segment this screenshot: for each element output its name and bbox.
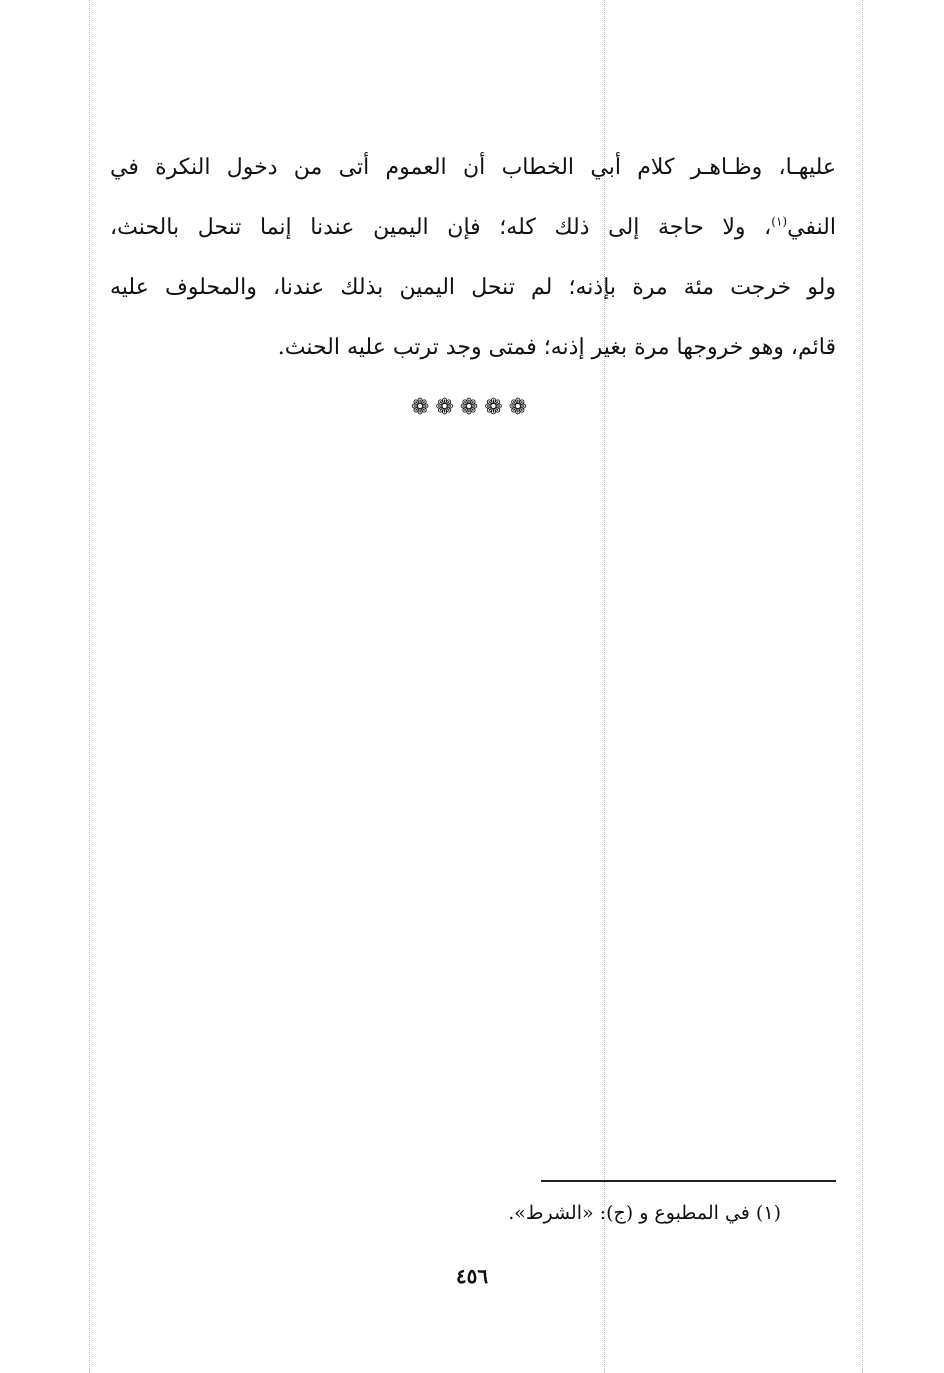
text-line-2-rest: ، ولا حاجة إلى ذلك كله؛ فإن اليمين عندنا إنما تنحل بالحنث، <box>110 215 772 240</box>
text-line-4: قائم، وهو خروجها مرة بغير إذنه؛ فمتى وجد ترتب عليه الحنث. <box>277 335 836 360</box>
page-number: ٤٥٦ <box>455 1264 489 1288</box>
footnote-reference[interactable]: (١) <box>771 214 788 229</box>
section-separator: ❁❁❁❁❁ <box>410 395 534 420</box>
footnote: (١) في المطبوع و (ج): «الشرط». <box>508 1202 781 1224</box>
text-line-3: ولو خرجت مئة مرة بإذنه؛ لم تنحل اليمين بذلك عندنا، والمحلوف عليه <box>110 275 836 300</box>
text-line-2-start: النفي <box>787 215 836 240</box>
text-line-2 <box>110 203 836 263</box>
main-text-block <box>110 143 836 383</box>
left-margin-guide <box>89 0 90 1373</box>
text-line-1: عليهـا، وظـاهـر كلام أبي الخطاب أن العموم أتى من دخول النكرة في <box>110 155 836 180</box>
footnote-divider <box>541 1180 836 1182</box>
right-margin-guide <box>862 0 863 1373</box>
